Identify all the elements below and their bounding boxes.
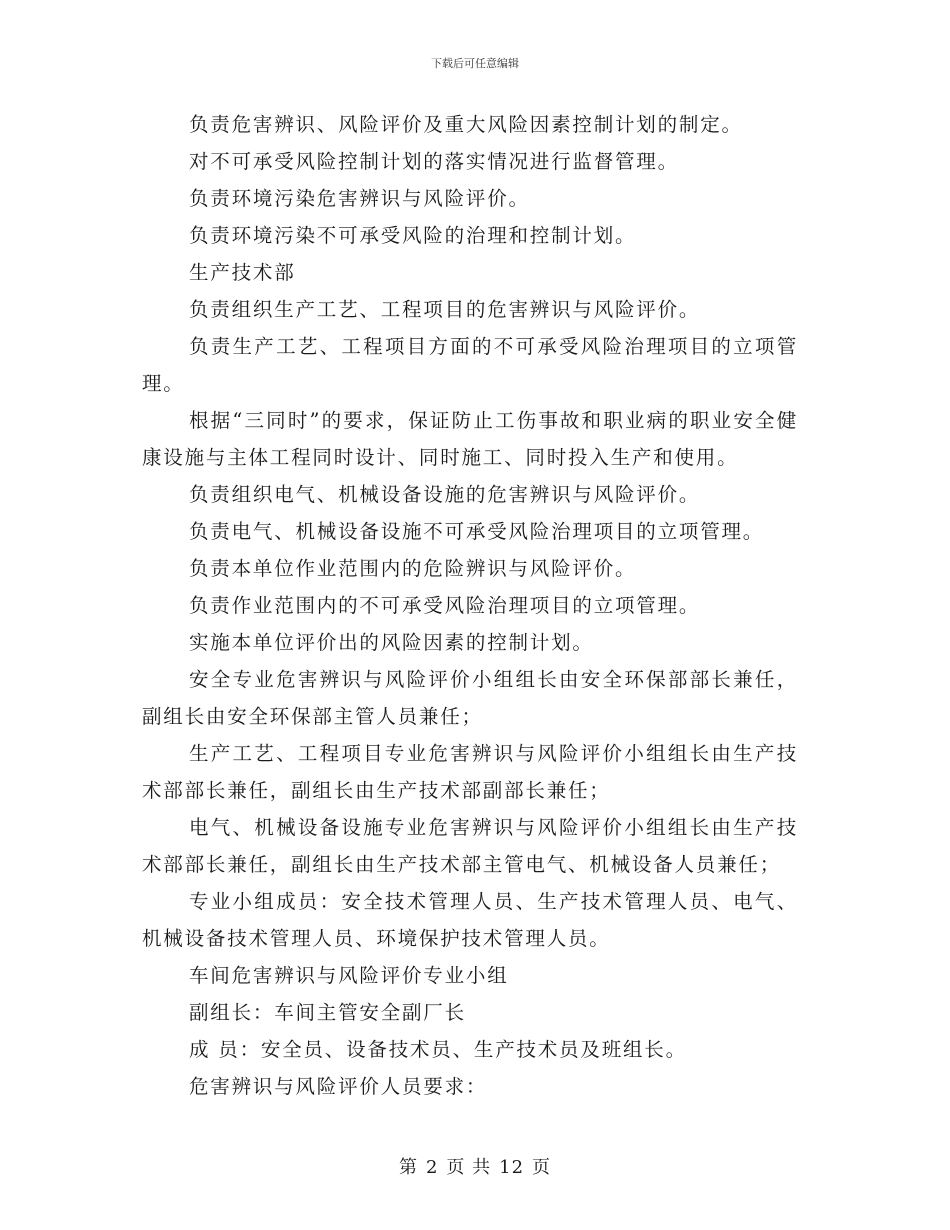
paragraph: 安全专业危害辨识与风险评价小组组长由安全环保部部长兼任，副组长由安全环保部主管人员兼任；: [142, 668, 798, 728]
page-footer: [0, 1153, 950, 1179]
paragraph: 负责本单位作业范围内的危险辨识与风险评价。: [189, 557, 637, 580]
paragraph: 危害辨识与风险评价人员要求：: [189, 1075, 488, 1098]
footer-prefix: 第: [398, 1157, 418, 1178]
paragraph: 负责环境污染不可承受风险的治理和控制计划。: [189, 224, 637, 247]
paragraph: 生产工艺、工程项目专业危害辨识与风险评价小组组长由生产技术部部长兼任，副组长由生产技术部副部长兼任；: [142, 742, 798, 802]
paragraph: 电气、机械设备设施专业危害辨识与风险评价小组组长由生产技术部部长兼任，副组长由生产技术部主管电气、机械设备人员兼任；: [142, 816, 798, 876]
section-heading: 车间危害辨识与风险评价专业小组: [189, 964, 509, 987]
section-heading: 生产技术部: [189, 261, 296, 284]
paragraph: 成 员：安全员、设备技术员、生产技术员及班组长。: [189, 1038, 687, 1061]
paragraph: 负责作业范围内的不可承受风险治理项目的立项管理。: [189, 594, 701, 617]
paragraph: 负责环境污染危害辨识与风险评价。: [189, 187, 530, 210]
paragraph: 实施本单位评价出的风险因素的控制计划。: [189, 631, 594, 654]
page-number: 2: [425, 1157, 439, 1178]
paragraph: 根据“三同时”的要求，保证防止工伤事故和职业病的职业安全健康设施与主体工程同时设计、同时施工、同时投入生产和使用。: [142, 409, 798, 469]
footer-suffix: 页: [532, 1157, 552, 1178]
paragraph: 副组长：车间主管安全副厂长: [189, 1001, 466, 1024]
document-body: [142, 106, 798, 1105]
page-total: 12: [499, 1157, 525, 1178]
paragraph: 对不可承受风险控制计划的落实情况进行监督管理。: [189, 150, 679, 173]
footer-mid: 页 共: [446, 1157, 492, 1178]
paragraph: 负责生产工艺、工程项目方面的不可承受风险治理项目的立项管理。: [142, 335, 798, 395]
header-note: 下载后可任意编辑: [431, 57, 519, 70]
paragraph: 负责组织生产工艺、工程项目的危害辨识与风险评价。: [189, 298, 701, 321]
paragraph: 负责组织电气、机械设备设施的危害辨识与风险评价。: [189, 483, 701, 506]
paragraph: 专业小组成员：安全技术管理人员、生产技术管理人员、电气、机械设备技术管理人员、环境保护技术管理人员。: [142, 890, 798, 950]
paragraph: 负责危害辨识、风险评价及重大风险因素控制计划的制定。: [189, 113, 743, 136]
paragraph: 负责电气、机械设备设施不可承受风险治理项目的立项管理。: [189, 520, 765, 543]
